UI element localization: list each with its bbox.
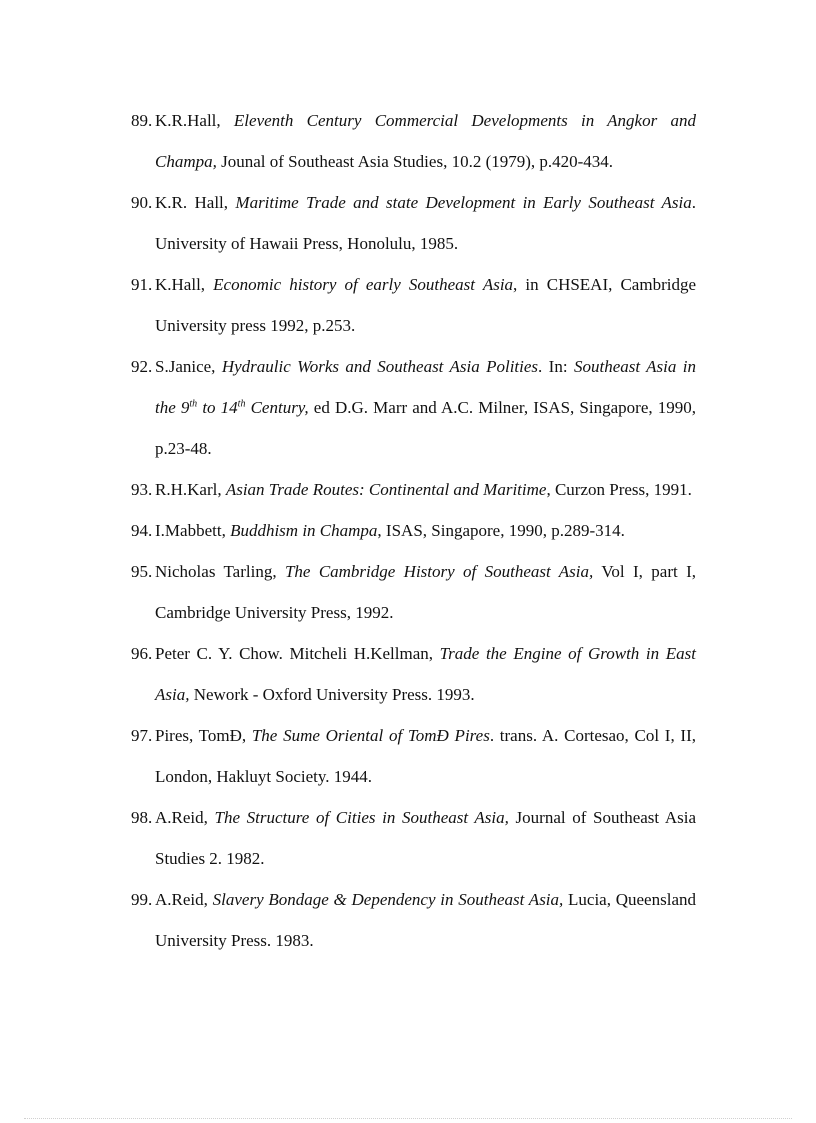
reference-text: K.R. Hall, xyxy=(155,193,236,212)
reference-title: Hydraulic Works and Southeast Asia Polities xyxy=(221,357,539,376)
reference-title: Asian Trade Routes: Continental and Maritime xyxy=(225,480,547,499)
reference-text: Pires, TomĐ, xyxy=(155,726,252,745)
reference-entry xyxy=(131,797,696,879)
reference-text: Nicholas Tarling, xyxy=(155,562,285,581)
reference-number: 95. xyxy=(131,562,153,581)
reference-entry xyxy=(131,715,696,797)
reference-text: Nework - Oxford University Press. 1993. xyxy=(189,685,475,704)
reference-title: Buddhism in Champa xyxy=(230,521,378,540)
reference-list xyxy=(131,100,696,961)
reference-number: 90. xyxy=(131,193,153,212)
reference-title: The Sume Oriental of TomĐ Pires xyxy=(251,726,490,745)
reference-text: A.Reid, xyxy=(155,890,213,909)
reference-entry xyxy=(131,182,696,264)
reference-text: R.H.Karl, xyxy=(155,480,226,499)
reference-title: Slavery Bondage & Dependency in Southeast Asia, xyxy=(212,890,564,909)
reference-text: Jounal of Southeast Asia Studies, 10.2 (1979), p.420-434. xyxy=(216,152,614,171)
reference-text: K.Hall, xyxy=(155,275,214,294)
reference-text: K.R.Hall, xyxy=(155,111,234,130)
reference-number: 94. xyxy=(131,521,153,540)
reference-entry xyxy=(131,551,696,633)
reference-entry xyxy=(131,346,696,469)
reference-number: 97. xyxy=(131,726,153,745)
reference-title: The Cambridge History of Southeast Asia, xyxy=(284,562,594,581)
superscript-text: th xyxy=(189,398,198,410)
reference-number: 93. xyxy=(131,480,153,499)
reference-entry xyxy=(131,510,696,551)
reference-title: Century, xyxy=(245,398,309,417)
reference-title: The Structure of Cities in Southeast Asia, xyxy=(214,808,509,827)
reference-title: Trade the Engine of Growth in East Asia, xyxy=(155,644,696,704)
reference-entry xyxy=(131,469,696,510)
reference-text: , Curzon Press, 1991. xyxy=(546,480,692,499)
reference-text: Journal of Southeast Asia Studies 2. 1982. xyxy=(155,808,697,868)
reference-number: 96. xyxy=(131,644,153,663)
reference-number: 99. xyxy=(131,890,153,909)
reference-number: 89. xyxy=(131,111,153,130)
page-bottom-divider xyxy=(24,1118,792,1119)
reference-number: 91. xyxy=(131,275,153,294)
reference-title: Maritime Trade and state Development in Early Southeast Asia xyxy=(235,193,692,212)
superscript-text: th xyxy=(237,398,246,410)
reference-text: A.Reid, xyxy=(155,808,215,827)
reference-text: Lucia, Queensland University Press. 1983. xyxy=(155,890,696,950)
reference-text: , in CHSEAI, Cambridge University press 1992, p.253. xyxy=(155,275,697,335)
reference-text: . In: xyxy=(538,357,574,376)
reference-text: . University of Hawaii Press, Honolulu, 1985. xyxy=(155,193,696,253)
reference-text: , ISAS, Singapore, 1990, p.289-314. xyxy=(377,521,625,540)
reference-number: 92. xyxy=(131,357,153,376)
reference-title: Southeast Asia in the 9 xyxy=(155,357,696,417)
reference-entry xyxy=(131,633,696,715)
reference-title: Economic history of early Southeast Asia xyxy=(213,275,514,294)
reference-entry xyxy=(131,879,696,961)
reference-text: I.Mabbett, xyxy=(155,521,231,540)
reference-entry xyxy=(131,100,696,182)
reference-number: 98. xyxy=(131,808,153,827)
reference-text: Vol I, part I, Cambridge University Press, 1992. xyxy=(155,562,696,622)
reference-text: S.Janice, xyxy=(155,357,222,376)
reference-entry xyxy=(131,264,696,346)
reference-text: Peter C. Y. Chow. Mitcheli H.Kellman, xyxy=(155,644,440,663)
reference-text: ed D.G. Marr and A.C. Milner, ISAS, Singapore, 1990, p.23-48. xyxy=(155,398,696,458)
reference-title: to 14 xyxy=(197,398,238,417)
reference-title: Eleventh Century Commercial Developments in Angkor and Champa, xyxy=(155,111,696,171)
reference-text: . trans. A. Cortesao, Col I, II, London, Hakluyt Society. 1944. xyxy=(155,726,697,786)
